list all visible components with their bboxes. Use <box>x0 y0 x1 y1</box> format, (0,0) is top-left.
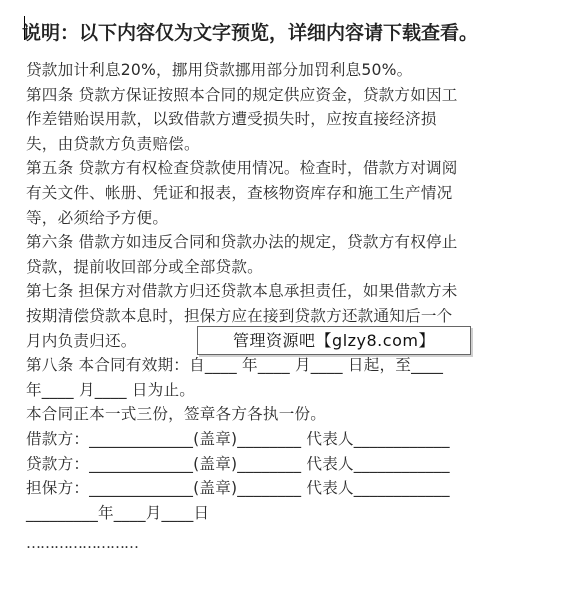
watermark-banner: 管理资源吧【glzy8.com】 <box>197 326 471 355</box>
preview-notice: 说明：以下内容仅为文字预览，详细内容请下载查看。 <box>22 22 479 44</box>
text-line: 贷款，提前收回部分或全部贷款。 <box>26 257 263 276</box>
text-line: 第七条 担保方对借款方归还贷款本息承担责任，如果借款方未 <box>26 282 458 301</box>
signature-line-guarantor: 担保方：_____________(盖章)________ 代表人____________ <box>26 479 450 498</box>
text-line: 第八条 本合同有效期：自____ 年____ 月____ 日起，至____ <box>26 356 444 375</box>
text-line: 等，必须给予方便。 <box>26 208 169 227</box>
text-line: 作差错贻误用款，以致借款方遭受损失时，应按直接经济损 <box>26 110 437 129</box>
text-line: 月内负责归还。 <box>26 331 137 350</box>
text-line: 第六条 借款方如违反合同和贷款办法的规定，贷款方有权停止 <box>26 233 458 252</box>
text-line: 本合同正本一式三份，签章各方各执一份。 <box>26 405 327 424</box>
text-line: 有关文件、帐册、凭证和报表，查核物资库存和施工生产情况 <box>26 183 453 202</box>
text-line: 年____ 月____ 日为止。 <box>26 380 196 399</box>
text-line: 失，由贷款方负责赔偿。 <box>26 134 200 153</box>
text-line: 按期清偿贷款本息时，担保方应在接到贷款方还款通知后一个 <box>26 306 453 325</box>
date-line: _________年____月____日 <box>26 503 210 522</box>
text-line: 第四条 贷款方保证按照本合同的规定供应资金，贷款方如因工 <box>26 85 458 104</box>
contract-text <box>26 58 556 525</box>
signature-line-lender: 贷款方：_____________(盖章)________ 代表人____________ <box>26 454 450 473</box>
signature-line-borrower: 借款方：_____________(盖章)________ 代表人____________ <box>26 429 450 448</box>
truncation-ellipsis: …………………… <box>26 534 138 552</box>
text-line: 第五条 贷款方有权检查贷款使用情况。检查时，借款方对调阅 <box>26 159 458 178</box>
text-line: 贷款加计利息20%，挪用贷款挪用部分加罚利息50%。 <box>26 61 413 79</box>
